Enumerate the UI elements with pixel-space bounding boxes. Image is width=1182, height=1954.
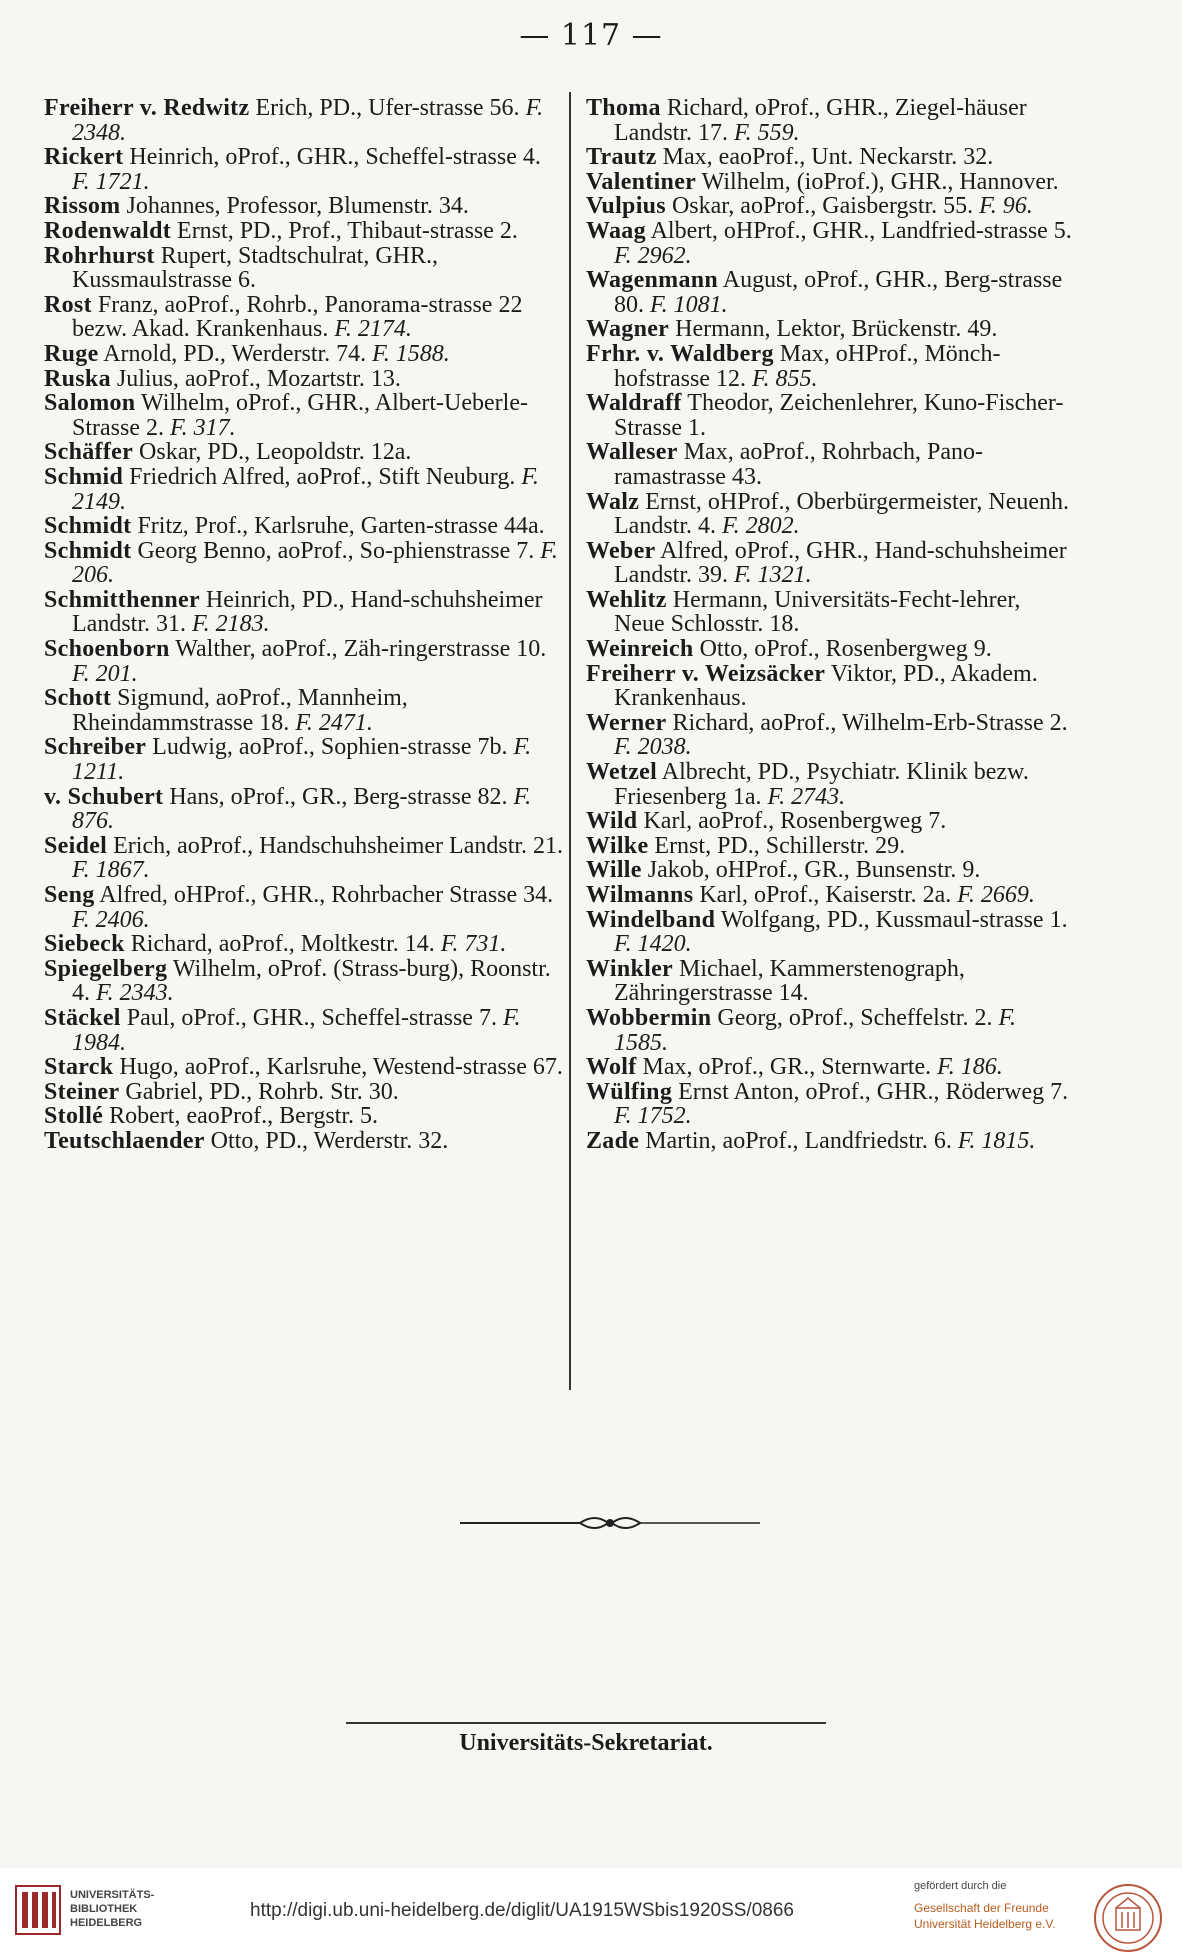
directory-entry — [44, 1006, 564, 1055]
entry-surname: Spiegelberg — [44, 955, 168, 982]
entry-surname: Ruge — [44, 340, 99, 367]
entry-details: Richard, aoProf., Wilhelm-Erb-Strasse 2. — [666, 709, 1068, 736]
entry-details: Gabriel, PD., Rohrb. Str. 30. — [119, 1078, 399, 1105]
entry-details: Heinrich, oProf., GHR., Scheffel-strasse 4. — [123, 144, 541, 171]
entry-phone: F. 2669. — [957, 882, 1035, 908]
entry-surname: Weber — [586, 537, 656, 564]
directory-entry — [586, 219, 1074, 268]
entry-surname: Wetzel — [586, 759, 658, 786]
entry-details: Richard, aoProf., Moltkestr. 14. — [124, 931, 441, 958]
entry-surname: Freiherr v. Weizsäcker — [586, 660, 826, 687]
directory-entry — [586, 834, 1074, 859]
entry-surname: Salomon — [44, 390, 136, 417]
entry-details: Julius, aoProf., Mozartstr. 13. — [110, 365, 401, 392]
entry-details: Hugo, aoProf., Karlsruhe, Westend-strasse 67. — [113, 1054, 563, 1081]
directory-entry — [586, 1006, 1074, 1055]
entry-phone: F. 1321. — [734, 562, 812, 589]
entry-phone: F. 186. — [937, 1054, 1003, 1081]
directory-entry — [44, 883, 564, 932]
entry-surname: Rodenwaldt — [44, 217, 172, 244]
entry-details: Max, eaoProf., Unt. Neckarstr. 32. — [656, 144, 994, 171]
library-name — [70, 1888, 190, 1930]
entry-details: Wolfgang, PD., Kussmaul-strasse 1. — [715, 906, 1068, 933]
entry-surname: Trautz — [586, 144, 657, 171]
permalink-url[interactable]: http://digi.ub.uni-heidelberg.de/diglit/UA1915WSbis1920SS/0866 — [250, 1900, 794, 1921]
entry-phone: F. 2183. — [192, 611, 270, 638]
entry-phone: F. 317. — [170, 414, 236, 441]
directory-entry — [586, 317, 1074, 342]
entry-details: Oskar, aoProf., Gaisbergstr. 55. — [665, 193, 980, 220]
entry-details: Hermann, Lektor, Brückenstr. 49. — [669, 316, 998, 343]
entry-surname: Windelband — [586, 906, 716, 933]
entry-surname: Seidel — [44, 832, 108, 859]
entry-surname: Siebeck — [44, 931, 125, 958]
entry-details: Friedrich Alfred, aoProf., Stift Neuburg. — [123, 463, 522, 490]
entry-surname: Wagenmann — [586, 267, 719, 294]
entry-phone: F. 1081. — [650, 291, 728, 318]
entry-details: Otto, oProf., Rosenbergweg 9. — [693, 636, 992, 663]
entry-phone: F. 2471. — [295, 709, 373, 736]
entry-phone: F. 201. — [72, 660, 138, 687]
entry-surname: Walz — [586, 488, 640, 515]
entry-surname: Teutschlaender — [44, 1127, 205, 1154]
directory-entry — [44, 293, 564, 342]
directory-entry — [586, 440, 1074, 489]
entry-details: Jakob, oHProf., GR., Bunsenstr. 9. — [641, 857, 981, 884]
entry-surname: Waldraff — [586, 390, 682, 417]
entry-details: Max, oProf., GR., Sternwarte. — [636, 1054, 938, 1081]
entry-surname: Wille — [586, 857, 642, 884]
entry-surname: Zade — [586, 1127, 640, 1154]
library-logo-icon — [14, 1882, 62, 1938]
entry-details: Theodor, Zeichenlehrer, Kuno-Fischer-Strasse 1. — [614, 390, 1064, 441]
entry-surname: Werner — [586, 709, 667, 736]
closing-label: Universitäts-Sekretariat. — [459, 1730, 713, 1756]
entry-phone: F. 855. — [751, 365, 818, 392]
library-line-3: HEIDELBERG — [70, 1917, 143, 1929]
ornament-divider — [460, 1510, 760, 1536]
directory-entry — [586, 1080, 1074, 1129]
entry-surname: Wehlitz — [586, 586, 667, 613]
entry-details: Walther, aoProf., Zäh-ringerstrasse 10. — [169, 636, 547, 663]
directory-entry — [44, 440, 564, 465]
directory-entry — [586, 1129, 1074, 1154]
directory-entry — [44, 1104, 564, 1129]
directory-entry — [44, 588, 564, 637]
entry-phone: F. 2743. — [767, 783, 846, 810]
entry-phone: F. 731. — [440, 931, 507, 958]
directory-entry — [586, 637, 1074, 662]
entry-details: Alfred, oProf., GHR., Hand-schuhsheimer Landstr. 39. — [614, 537, 1067, 589]
entry-phone: F. 2406. — [72, 906, 150, 933]
entry-surname: Wolf — [586, 1054, 637, 1081]
entry-phone: F. 559. — [734, 119, 800, 146]
entry-surname: Wagner — [586, 316, 670, 343]
entry-details: Sigmund, aoProf., Mannheim, Rheindammstrasse 18. — [72, 685, 408, 736]
entry-phone: F. 1984. — [72, 1004, 521, 1056]
entry-details: Alfred, oHProf., GHR., Rohrbacher Strasse 34. — [94, 882, 554, 908]
entry-surname: v. Schubert — [44, 783, 164, 810]
directory-entry — [44, 367, 564, 392]
entry-details: Georg Benno, aoProf., So-phienstrasse 7. — [131, 537, 541, 564]
entry-surname: Walleser — [586, 439, 678, 466]
directory-entry — [44, 957, 564, 1006]
closing-rule — [346, 1722, 826, 1724]
directory-entry — [44, 96, 564, 145]
directory-entry — [586, 391, 1074, 440]
directory-entry — [44, 342, 564, 367]
entry-surname: Schoenborn — [44, 636, 170, 663]
entry-surname: Schmidt — [44, 513, 132, 540]
directory-entry — [44, 834, 564, 883]
entry-surname: Ruska — [44, 365, 111, 392]
entry-details: Max, oHProf., Mönch-hofstrasse 12. — [614, 340, 1001, 392]
directory-entry — [586, 711, 1074, 760]
entry-details: Oskar, PD., Leopoldstr. 12a. — [133, 439, 412, 466]
directory-entry — [44, 1055, 564, 1080]
directory-entry — [586, 760, 1074, 809]
entry-surname: Wobbermin — [586, 1004, 712, 1031]
directory-entry — [586, 268, 1074, 317]
directory-entry — [44, 1129, 564, 1154]
entry-details: Ludwig, aoProf., Sophien-strasse 7b. — [146, 734, 514, 761]
entry-phone: F. 1867. — [72, 857, 150, 884]
directory-entry — [44, 145, 564, 194]
viewer-footer — [0, 1868, 1182, 1952]
entry-details: Martin, aoProf., Landfriedstr. 6. — [639, 1127, 958, 1154]
entry-details: Viktor, PD., Akadem. Krankenhaus. — [614, 660, 1038, 712]
directory-entry — [586, 1055, 1074, 1080]
entry-surname: Freiherr v. Redwitz — [44, 95, 250, 121]
entry-surname: Schäffer — [44, 439, 134, 466]
sponsor-line-2: Universität Heidelberg e.V. — [914, 1917, 1056, 1931]
entry-surname: Winkler — [586, 955, 674, 982]
entry-details: Hans, oProf., GR., Berg-strasse 82. — [163, 783, 514, 810]
entry-details: Arnold, PD., Werderstr. 74. — [98, 340, 373, 367]
entry-details: Karl, aoProf., Rosenbergweg 7. — [637, 808, 947, 835]
entry-details: Johannes, Professor, Blumenstr. 34. — [120, 193, 469, 220]
directory-entry — [44, 785, 564, 834]
entry-details: Erich, PD., Ufer-strasse 56. — [249, 95, 526, 121]
entry-phone: F. 2802. — [722, 513, 800, 540]
entry-phone: F. 2174. — [334, 316, 412, 343]
entry-surname: Schmitthenner — [44, 586, 200, 613]
entry-surname: Wild — [586, 808, 638, 835]
entry-surname: Seng — [44, 882, 95, 908]
entry-surname: Wilmanns — [586, 882, 694, 908]
entry-phone: F. 2038. — [614, 734, 692, 761]
entry-phone: F. 2962. — [614, 242, 692, 269]
entry-surname: Schott — [44, 685, 112, 712]
entry-details: Heinrich, PD., Hand-schuhsheimer Landstr. 31. — [72, 586, 543, 638]
sponsor-caption: gefördert durch die — [914, 1880, 1007, 1892]
entry-surname: Starck — [44, 1054, 114, 1081]
directory-entry — [586, 883, 1074, 908]
entry-phone: F. 1585. — [614, 1004, 1017, 1056]
entry-phone: F. 96. — [979, 193, 1033, 220]
entry-surname: Vulpius — [586, 193, 666, 220]
page-number: — 117 — — [519, 18, 663, 53]
directory-entry — [44, 465, 564, 514]
entry-details: Robert, eaoProf., Bergstr. 5. — [103, 1103, 378, 1130]
entry-surname: Schreiber — [44, 734, 147, 761]
entry-phone: F. 2149. — [72, 463, 539, 515]
entry-phone: F. 1420. — [614, 931, 692, 958]
entry-surname: Thoma — [586, 95, 661, 121]
directory-entry — [586, 490, 1074, 539]
entry-details: Wilhelm, (ioProf.), GHR., Hannover. — [696, 168, 1059, 195]
entry-surname: Stäckel — [44, 1004, 121, 1031]
sponsor-block[interactable] — [906, 1880, 1176, 1950]
sponsor-name — [914, 1900, 1064, 1932]
entry-details: Paul, oProf., GHR., Scheffel-strasse 7. — [120, 1004, 503, 1031]
directory-entry — [586, 539, 1074, 588]
left-column — [44, 96, 564, 1154]
entry-details: Erich, aoProf., Handschuhsheimer Landstr. 21. — [107, 832, 564, 859]
directory-entry — [44, 932, 564, 957]
entry-phone: F. 206. — [72, 537, 558, 589]
entry-details: Wilhelm, oProf., GHR., Albert-Ueberle-Strasse 2. — [72, 390, 528, 441]
entry-details: Georg, oProf., Scheffelstr. 2. — [711, 1004, 999, 1031]
right-column — [586, 96, 1074, 1154]
column-divider — [569, 92, 571, 1390]
directory-entry — [44, 514, 564, 539]
entry-details: Max, aoProf., Rohrbach, Pano-ramastrasse 43. — [614, 439, 983, 490]
entry-surname: Schmidt — [44, 537, 132, 564]
entry-phone: F. 1721. — [72, 168, 150, 195]
entry-surname: Wilke — [586, 832, 649, 859]
entry-surname: Weinreich — [586, 636, 694, 663]
entry-details: Ernst, PD., Schillerstr. 29. — [648, 832, 906, 859]
entry-phone: F. 876. — [72, 783, 532, 835]
entry-surname: Waag — [586, 217, 646, 244]
entry-surname: Frhr. v. Waldberg — [586, 340, 774, 367]
directory-entry — [586, 908, 1074, 957]
entry-phone: F. 1211. — [72, 734, 532, 786]
directory-entry — [44, 219, 564, 244]
entry-details: Albrecht, PD., Psychiatr. Klinik bezw. Friesenberg 1a. — [614, 759, 1029, 810]
library-line-2: BIBLIOTHEK — [70, 1903, 138, 1915]
entry-surname: Rissom — [44, 193, 121, 220]
directory-entry — [586, 145, 1074, 170]
directory-entry — [44, 244, 564, 293]
entry-surname: Valentiner — [586, 168, 697, 195]
directory-entry — [586, 858, 1074, 883]
entry-details: Hermann, Universitäts-Fecht-lehrer, Neue Schlosstr. 18. — [614, 586, 1021, 638]
entry-details: Wilhelm, oProf. (Strass-burg), Roonstr. 4. — [72, 955, 551, 1007]
entry-details: Otto, PD., Werderstr. 32. — [204, 1127, 449, 1154]
entry-details: Ernst, oHProf., Oberbürgermeister, Neuenh. Landstr. 4. — [614, 488, 1070, 540]
directory-entry — [44, 735, 564, 784]
directory-entry — [44, 637, 564, 686]
entry-phone: F. 1815. — [957, 1127, 1036, 1154]
sponsor-line-1: Gesellschaft der Freunde — [914, 1901, 1049, 1915]
directory-entry — [44, 1080, 564, 1105]
entry-details: Michael, Kammerstenograph, Zähringerstrasse 14. — [614, 955, 965, 1007]
entry-details: Albert, oHProf., GHR., Landfried-strasse 5. — [645, 217, 1072, 244]
entry-phone: F. 1752. — [614, 1103, 692, 1130]
entry-details: Karl, oProf., Kaiserstr. 2a. — [693, 882, 958, 908]
directory-entry — [44, 539, 564, 588]
entry-phone: F. 1588. — [372, 340, 450, 367]
entry-surname: Stollé — [44, 1103, 104, 1130]
entry-details: Richard, oProf., GHR., Ziegel-häuser Landstr. 17. — [614, 95, 1027, 146]
university-seal-icon — [1092, 1882, 1164, 1954]
directory-entry — [586, 588, 1074, 637]
directory-entry — [44, 391, 564, 440]
entry-surname: Schmid — [44, 463, 124, 490]
entry-details: Fritz, Prof., Karlsruhe, Garten-strasse 44a. — [131, 513, 545, 540]
entry-surname: Rohrhurst — [44, 242, 155, 269]
directory-entry — [586, 170, 1074, 195]
entry-details: Ernst Anton, oProf., GHR., Röderweg 7. — [672, 1078, 1069, 1105]
directory-entry — [44, 686, 564, 735]
directory-entry — [586, 194, 1074, 219]
library-line-1: UNIVERSITÄTS- — [70, 1889, 155, 1901]
entry-surname: Wülfing — [586, 1078, 673, 1105]
directory-entry — [586, 96, 1074, 145]
directory-entry — [586, 957, 1074, 1006]
directory-entry — [586, 342, 1074, 391]
entry-surname: Steiner — [44, 1078, 120, 1105]
entry-details: Franz, aoProf., Rohrb., Panorama-strasse 22 bezw. Akad. Krankenhaus. — [72, 291, 523, 343]
directory-entry — [586, 662, 1074, 711]
entry-details: Rupert, Stadtschulrat, GHR., Kussmaulstrasse 6. — [72, 242, 439, 294]
directory-entry — [586, 809, 1074, 834]
entry-details: Ernst, PD., Prof., Thibaut-strasse 2. — [171, 217, 518, 244]
directory-entry — [44, 194, 564, 219]
entry-surname: Rost — [44, 291, 92, 318]
entry-surname: Rickert — [44, 144, 124, 171]
entry-details: August, oProf., GHR., Berg-strasse 80. — [614, 267, 1063, 318]
entry-phone: F. 2348. — [72, 95, 544, 146]
entry-phone: F. 2343. — [96, 980, 174, 1007]
